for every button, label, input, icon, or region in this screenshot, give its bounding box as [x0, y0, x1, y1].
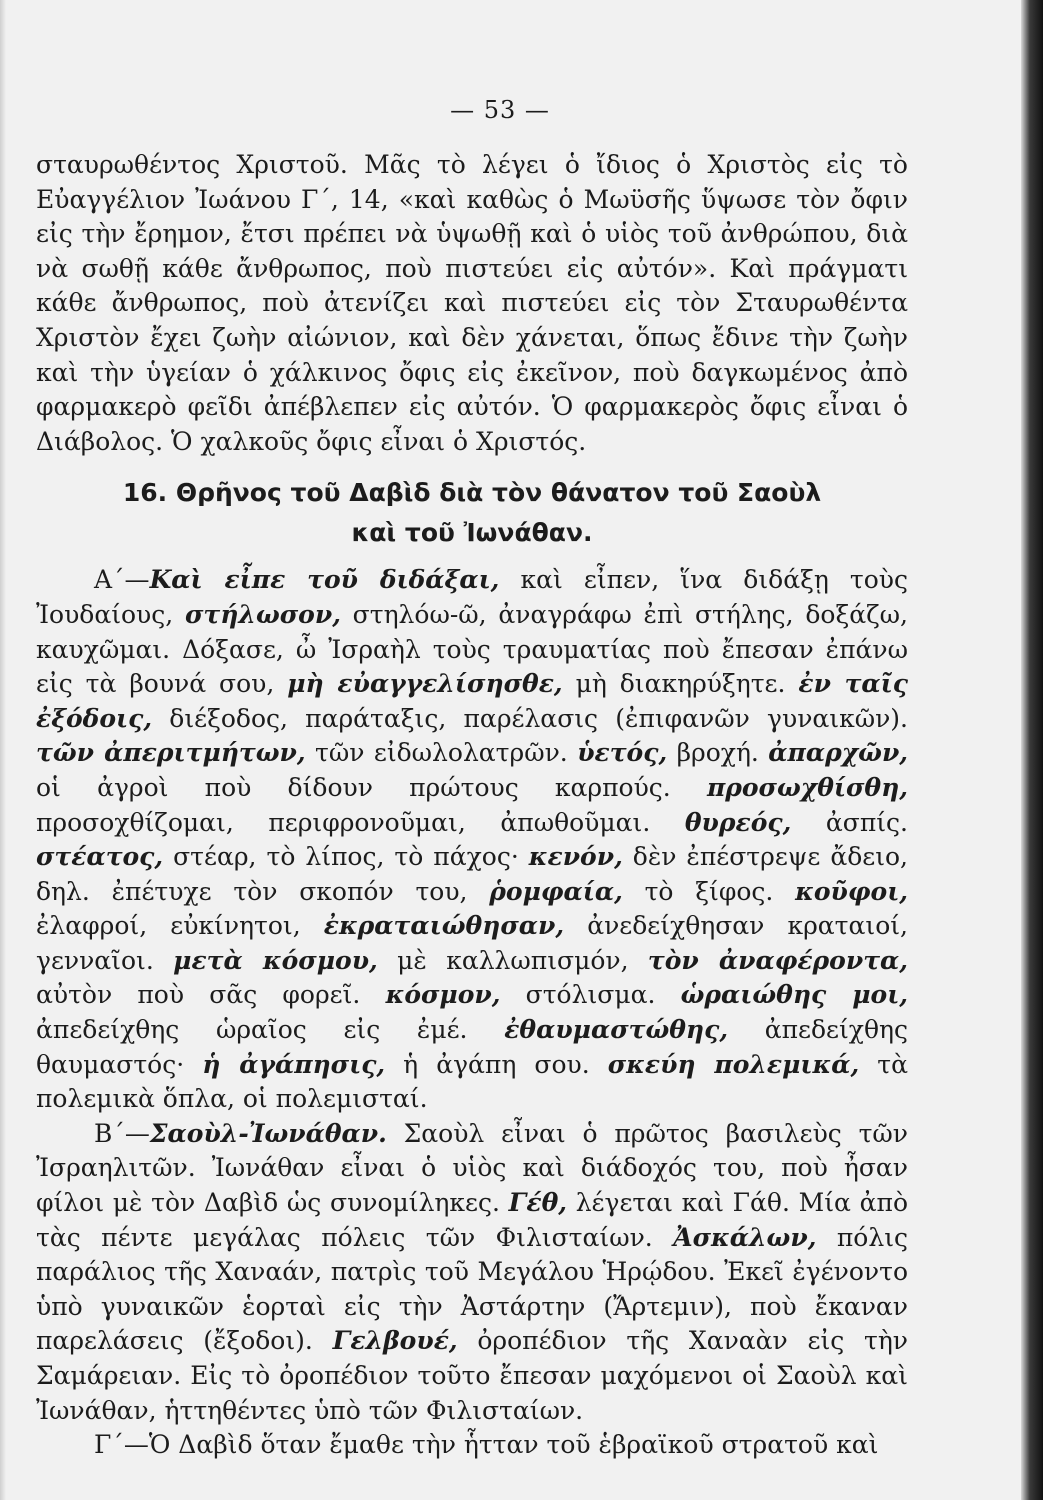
gloss-term: ὡραιώθης μοι, — [680, 980, 908, 1010]
gloss-definition: λέγεται καὶ Γάθ. Μία ἀπὸ τὰς πέντε μεγάλας πόλεις τῶν Φιλισταίων. — [36, 1188, 909, 1252]
gloss-definition: ἡ ἀγάπη σου. — [385, 1049, 608, 1079]
gloss-definition: προσοχθίζομαι, περιφρονοῦμαι, ἀπωθοῦμαι. — [36, 807, 685, 837]
gloss-definition: ὀροπέδιον τῆς Χαναὰν εἰς τὴν Σαμάρειαν. Εἰς τὸ ὀροπέδιον τοῦτο ἔπεσαν μαχόμενοι οἱ Σαοὺλ καὶ Ἰωνάθαν, ἡττηθέντες ὑπὸ τῶν Φιλισταίων. — [36, 1326, 908, 1425]
gloss-term: σκεύη πολεμικά, — [607, 1049, 860, 1079]
section-a-paragraph — [36, 563, 908, 1117]
gloss-definition: μὲ καλλωπισμόν, — [377, 945, 648, 975]
page-shadow-left — [0, 0, 6, 1500]
intro-paragraph: σταυρωθέντος Χριστοῦ. Μᾶς τὸ λέγει ὁ ἴδιος ὁ Χριστὸς εἰς τὸ Εὐαγγέλιον Ἰωάνου Γ΄, 14, «καὶ καθὼς ὁ Μωϋσῆς ὕψωσε τὸν ὄφιν εἰς τὴν ἔρημον, ἔτσι πρέπει νὰ ὑψωθῇ καὶ ὁ υἱὸς τοῦ ἀνθρώπου, διὰ νὰ σωθῇ κάθε ἄνθρωπος, ποὺ πιστεύει εἰς αὐτόν». Καὶ πράγματι κάθε ἄνθρωπος, ποὺ ἀτενίζει καὶ πιστεύει εἰς τὸν Σταυρωθέντα Χριστὸν ἔχει ζωὴν αἰώνιον, καὶ δὲν χάνεται, ὅπως ἔδινε τὴν ζωὴν καὶ τὴν ὑγείαν ὁ χάλκινος ὄφις εἰς ἐκεῖνον, ποὺ δαγκωμένος ἀπὸ φαρμακερὸ φεῖδι ἀπέβλεπεν εἰς αὐτόν. Ὁ φαρμακερὸς ὄφις εἶναι ὁ Διάβολος. Ὁ χαλκοῦς ὄφις εἶναι ὁ Χριστός. — [36, 150, 908, 456]
heading-line-2: καὶ τοῦ Ἰωνάθαν. — [351, 518, 593, 548]
gloss-definition: τὰ πολεμικὰ ὅπλα, οἱ πολεμισταί. — [36, 1049, 908, 1114]
section-c-text: Ὁ Δαβὶδ ὅταν ἔμαθε τὴν ἧτταν τοῦ ἑβραϊκοῦ στρατοῦ καὶ — [148, 1430, 879, 1460]
gloss-term: τῶν ἀπεριτμήτων, — [36, 738, 306, 768]
gloss-definition: τὸ ξίφος. — [622, 876, 796, 906]
gloss-definition: Σαοὺλ εἶναι ὁ πρῶτος βασιλεὺς τῶν Ἰσραηλιτῶν. Ἰωνάθαν εἶναι ὁ υἱὸς καὶ διάδοχός του, ποὺ ἦσαν φίλοι μὲ τὸν Δαβὶδ ὡς συνομίληκες. — [36, 1118, 908, 1218]
gloss-definition: αὐτὸν ποὺ σᾶς φορεῖ. — [36, 980, 386, 1010]
page-number: — 53 — — [450, 96, 550, 124]
gloss-definition: ἀσπίς. — [791, 807, 908, 837]
gloss-definition: καὶ εἶπεν, ἵνα διδάξῃ τοὺς Ἰουδαίους, — [36, 565, 909, 629]
heading-number: 16. — [122, 478, 168, 508]
gloss-definition: βροχή. — [667, 738, 769, 768]
gloss-term: μὴ εὐαγγελίσησθε, — [287, 669, 563, 699]
gloss-definition: δὲν ἐπέστρεψε ἄδειο, δηλ. ἐπέτυχε τὸν σκοπόν του, — [36, 842, 909, 906]
gloss-definition: μὴ διακηρύξητε. — [562, 669, 799, 699]
gloss-term: ὑετός, — [577, 738, 668, 768]
gloss-term: ἐθαυμαστώθης, — [504, 1015, 729, 1045]
gloss-term: ἐν ταῖς ἐξόδοις, — [36, 669, 908, 733]
gloss-definition: ἀπεδείχθης θαυμαστός· — [36, 1015, 908, 1079]
gloss-term: ῥομφαία, — [489, 876, 623, 906]
gloss-definition: πόλις παράλιος τῆς Χαναάν, πατρὶς τοῦ Μεγάλου Ἡρῴδου. Ἐκεῖ ἐγένοντο ὑπὸ γυναικῶν ἑορταὶ εἰς τὴν Ἀστάρτην (Ἄρτεμιν), ποὺ ἔκαναν παρελάσεις (ἔξοδοι). — [36, 1222, 909, 1356]
gloss-definition: ἀνεδείχθησαν κραταιοί, γενναῖοι. — [36, 911, 908, 975]
gloss-definition: ἐλαφροί, εὐκίνητοι, — [36, 911, 324, 941]
section-c-paragraph — [36, 1428, 908, 1463]
gloss-term: προσωχθίσθη, — [706, 772, 908, 802]
section-c-label: Γ΄— — [94, 1430, 149, 1460]
gloss-term: ἡ ἀγάπησις, — [202, 1049, 386, 1079]
gloss-term: Γέθ, — [508, 1188, 567, 1218]
section-a-label: Α΄— — [94, 565, 150, 595]
gloss-definition: τῶν εἰδωλολατρῶν. — [305, 738, 578, 768]
heading-line-1: Θρῆνος τοῦ Δαβὶδ διὰ τὸν θάνατον τοῦ Σαοὺλ — [175, 478, 822, 508]
section-heading — [36, 473, 908, 553]
gloss-term: Καὶ εἶπε τοῦ διδάξαι, — [149, 565, 500, 595]
gloss-definition: ἀπεδείχθης ὡραῖος εἰς ἐμέ. — [36, 1015, 505, 1045]
gloss-term: μετὰ κόσμου, — [173, 945, 378, 975]
gloss-term: τὸν ἀναφέροντα, — [647, 945, 908, 975]
gloss-term: κοῦφοι, — [795, 876, 908, 906]
section-b-content — [36, 1119, 908, 1425]
gloss-definition: οἱ ἀγροὶ ποὺ δίδουν πρώτους καρπούς. — [36, 772, 707, 802]
gloss-term: ἀπαρχῶν, — [768, 738, 908, 768]
section-a-content — [36, 565, 908, 1113]
page-body — [36, 148, 908, 1463]
section-b-paragraph — [36, 1117, 908, 1428]
gloss-definition: στόλισμα. — [500, 980, 681, 1010]
gloss-definition: διέξοδος, παράταξις, παρέλασις (ἐπιφανῶν γυναικῶν). — [152, 703, 908, 733]
gloss-definition: στέαρ, τὸ λίπος, τὸ πάχος· — [163, 842, 529, 872]
gloss-term: Σαοὺλ-Ἰωνάθαν. — [149, 1118, 387, 1148]
gloss-definition: στηλόω-ῶ, ἀναγράφω ἐπὶ στήλης, δοξάζω, καυχῶμαι. Δόξασε, ὦ Ἰσραὴλ τοὺς τραυματίας ποὺ ἔπεσαν ἐπάνω εἰς τὰ βουνά σου, — [36, 599, 908, 699]
gloss-term: Γελβουέ, — [332, 1326, 458, 1356]
gloss-term: στήλωσον, — [184, 599, 341, 629]
gloss-term: ἐκραταιώθησαν, — [323, 911, 565, 941]
section-b-label: Β΄— — [94, 1118, 150, 1148]
gloss-term: θυρεός, — [684, 807, 792, 837]
gloss-term: κόσμον, — [385, 980, 501, 1010]
page-binding-edge — [1021, 0, 1043, 1500]
gloss-term: κενόν, — [528, 842, 623, 872]
gloss-term: Ἀσκάλων, — [673, 1222, 817, 1252]
gloss-term: στέατος, — [36, 842, 164, 872]
